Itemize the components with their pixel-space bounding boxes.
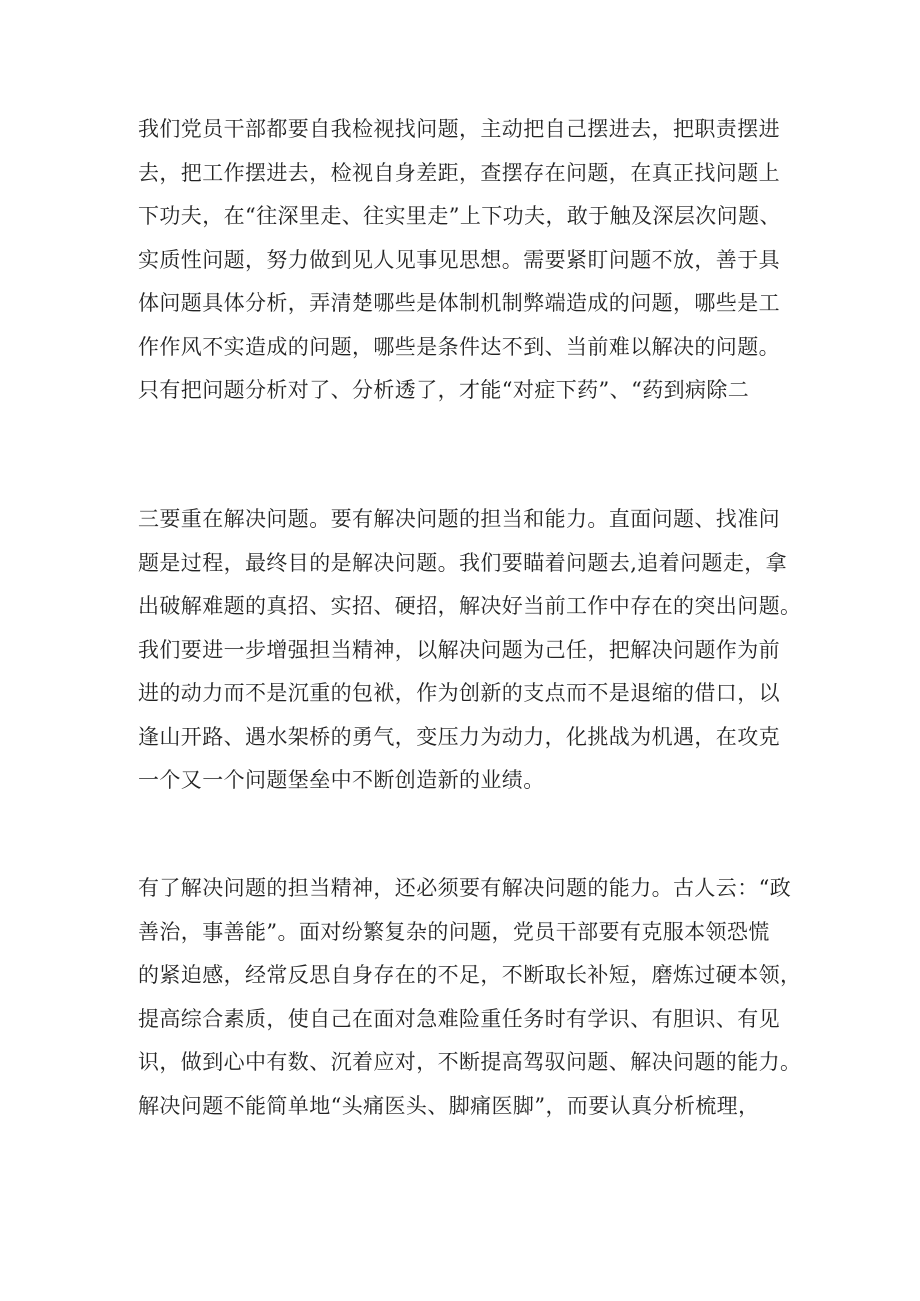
paragraph-3 bbox=[138, 867, 802, 1128]
text-line: 一个又一个问题堡垒中不断创造新的业绩。 bbox=[138, 768, 545, 792]
paragraph-1 bbox=[138, 108, 794, 413]
text-line: 去，把工作摆进去，检视自身差距，查摆存在问题，在真正找问题上 bbox=[138, 160, 780, 185]
text-line: 解决问题不能简单地“头痛医头、脚痛医脚”，而要认真分析梳理， bbox=[138, 1093, 760, 1118]
text-line: 善治，事善能”。面对纷繁复杂的问题，党员干部要有克服本领恐慌 bbox=[138, 919, 770, 944]
text-line: 我们要进一步增强担当精神，以解决问题为己任，把解决问题作为前 bbox=[138, 637, 780, 662]
text-line: 只有把问题分析对了、分析透了，才能“对症下药”、“药到病除二 bbox=[138, 378, 750, 402]
text-line: 逢山开路、遇水架桥的勇气，变压力为动力，化挑战为机遇，在攻克 bbox=[138, 724, 780, 749]
paragraph-2 bbox=[138, 498, 802, 803]
text-line: 体问题具体分析，弄清楚哪些是体制机制弊端造成的问题，哪些是工 bbox=[138, 291, 780, 315]
text-line: 下功夫，在“往深里走、往实里走”上下功夫，敢于触及深层次问题、 bbox=[138, 204, 781, 228]
text-line: 的紧迫感，经常反思自身存在的不足，不断取长补短，磨炼过硬本领， bbox=[138, 963, 802, 987]
text-line: 题是过程，最终目的是解决问题。我们要瞄着问题去,追着问题走，拿 bbox=[138, 550, 788, 575]
text-line: 识，做到心中有数、沉着应对，不断提高驾驭问题、解决问题的能力。 bbox=[138, 1050, 802, 1074]
text-line: 作作风不实造成的问题，哪些是条件达不到、当前难以解决的问题。 bbox=[138, 334, 780, 359]
text-line: 出破解难题的真招、实招、硬招，解决好当前工作中存在的突出问题。 bbox=[138, 594, 802, 618]
text-line: 三要重在解决问题。要有解决问题的担当和能力。直面问题、找准问 bbox=[138, 507, 780, 531]
text-line: 进的动力而不是沉重的包袱，作为创新的支点而不是退缩的借口，以 bbox=[138, 681, 780, 705]
text-line: 有了解决问题的担当精神，还必须要有解决问题的能力。古人云：“政 bbox=[138, 876, 792, 900]
text-line: 提高综合素质，使自己在面对急难险重任务时有学识、有胆识、有见 bbox=[138, 1006, 780, 1031]
text-line: 我们党员干部都要自我检视找问题，主动把自己摆进去，把职责摆进 bbox=[138, 117, 780, 141]
text-line: 实质性问题，努力做到见人见事见思想。需要紧盯问题不放，善于具 bbox=[138, 247, 780, 272]
